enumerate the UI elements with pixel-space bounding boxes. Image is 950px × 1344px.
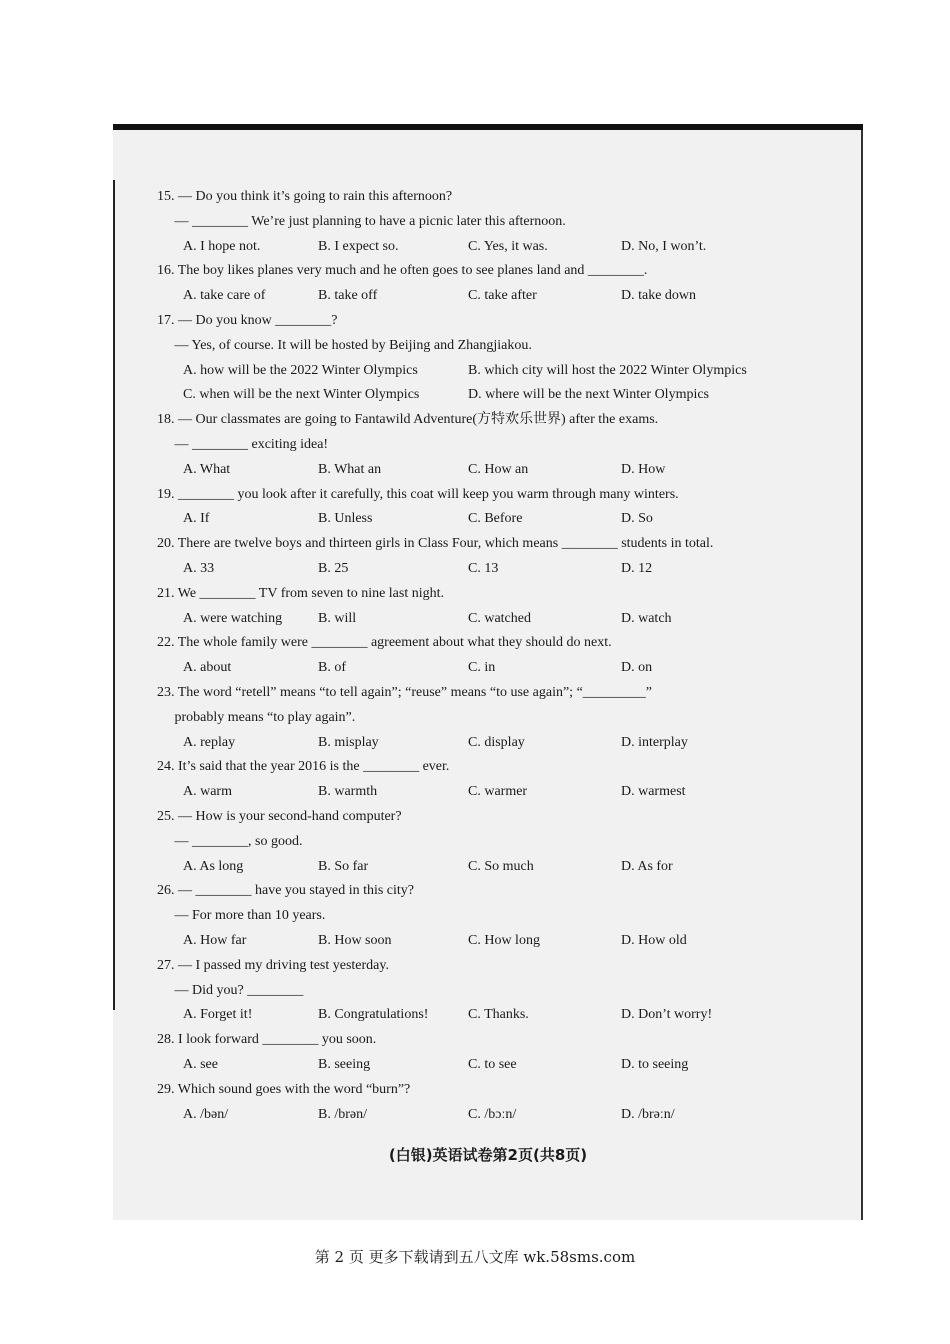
answer-option: A. What [183,461,231,477]
answer-option: B. 25 [318,561,349,576]
answer-option: A. I hope not. [183,238,261,254]
answer-option: C. in [468,660,496,676]
answer-option: B. which city will host the 2022 Winter Olympics [468,362,747,378]
question-stem-line: 26. — ________ have you stayed in this city? [157,883,415,899]
question-stem-line: 19. ________ you look after it carefully, this coat will keep you warm through many winters. [157,486,679,502]
answer-option: C. So much [468,858,534,874]
answer-option: B. warmth [318,784,378,800]
answer-option: D. No, I won’t. [621,238,707,254]
answer-option: A. how will be the 2022 Winter Olympics [183,362,418,378]
question-stem-line: 17. — Do you know ________? [157,313,338,328]
download-footer: 第 2 页 更多下载请到五八文库 wk.58sms.com [314,1248,636,1266]
answer-option: A. 33 [183,561,215,576]
answer-option: D. warmest [621,784,686,800]
answer-option: D. interplay [621,734,688,750]
answer-option: B. /brən/ [318,1106,367,1122]
answer-option: C. Thanks. [468,1007,529,1023]
answer-option: C. display [468,734,525,750]
question-stem-line: — Did you? ________ [157,982,304,998]
answer-option: A. /bən/ [183,1106,229,1122]
question-stem-line: 15. — Do you think it’s going to rain this afternoon? [157,189,453,204]
answer-option: D. on [621,660,653,676]
question-stem-line: — ________, so good. [157,833,303,849]
answer-option: C. How long [468,933,540,948]
answer-option: C. when will be the next Winter Olympics [183,387,420,403]
answer-option: D. /brəːn/ [621,1106,675,1122]
question-stem-line: 28. I look forward ________ you soon. [157,1032,377,1048]
exam-page-footer: (白银)英语试卷第2页(共8页) [388,1146,588,1164]
answer-option: A. about [183,660,232,676]
question-stem-line: — ________ We’re just planning to have a picnic later this afternoon. [157,213,566,229]
answer-option: C. to see [468,1057,517,1072]
scanned-exam-page [113,124,863,1220]
answer-option: C. warmer [468,784,528,800]
answer-option: A. see [183,1057,218,1072]
answer-option: A. replay [183,734,236,750]
answer-option: A. were watching [183,610,283,626]
answer-option: C. watched [468,610,531,626]
answer-option: D. How old [621,933,687,948]
answer-option: B. will [318,610,357,626]
question-stem-line: 18. — Our classmates are going to Fantawild Adventure(方特欢乐世界) after the exams. [157,412,659,428]
answer-option: B. of [318,660,346,676]
answer-option: B. misplay [318,734,379,750]
question-stem-line: 16. The boy likes planes very much and he often goes to see planes land and ________. [157,263,648,279]
answer-option: B. How soon [318,933,392,948]
answer-option: D. So [621,511,653,527]
question-stem-line: 25. — How is your second-hand computer? [157,809,402,824]
answer-option: A. How far [183,933,247,948]
question-stem-line: — Yes, of course. It will be hosted by Beijing and Zhangjiakou. [157,337,532,353]
answer-option: B. take off [318,288,378,304]
answer-option: C. Before [468,511,523,527]
answer-option: C. /bɔːn/ [468,1106,517,1122]
question-stem-line: 20. There are twelve boys and thirteen girls in Class Four, which means ________ students in total. [157,536,714,552]
question-list [113,130,863,1220]
answer-option: A. If [183,511,210,527]
answer-option: C. How an [468,461,529,477]
answer-option: C. Yes, it was. [468,238,548,254]
answer-option: C. take after [468,288,537,304]
answer-option: D. take down [621,288,697,304]
answer-option: A. Forget it! [183,1007,253,1023]
answer-option: D. 12 [621,561,653,576]
answer-option: B. Congratulations! [318,1007,429,1023]
answer-option: B. Unless [318,511,373,527]
question-stem-line: — ________ exciting idea! [157,437,329,452]
answer-option: B. I expect so. [318,238,399,254]
answer-option: B. seeing [318,1057,371,1072]
answer-option: D. How [621,461,666,477]
question-stem-line: 21. We ________ TV from seven to nine last night. [157,585,445,601]
question-stem-line: 22. The whole family were ________ agreement about what they should do next. [157,635,612,651]
question-stem-line: 27. — I passed my driving test yesterday. [157,957,389,973]
answer-option: D. watch [621,610,672,626]
answer-option: B. What an [318,461,382,477]
answer-option: B. So far [318,858,369,874]
question-stem-line: 23. The word “retell” means “to tell again”; “reuse” means “to use again”; “_________” [157,685,652,700]
answer-option: D. As for [621,858,673,874]
answer-option: C. 13 [468,561,499,576]
answer-option: A. take care of [183,288,266,304]
answer-option: D. to seeing [621,1057,689,1072]
answer-option: A. As long [183,858,244,874]
answer-option: D. where will be the next Winter Olympics [468,387,710,403]
question-stem-line: 29. Which sound goes with the word “burn”? [157,1081,411,1097]
question-stem-line: probably means “to play again”. [157,709,356,725]
question-stem-line: — For more than 10 years. [157,908,326,924]
answer-option: A. warm [183,784,232,800]
question-stem-line: 24. It’s said that the year 2016 is the ________ ever. [157,759,450,775]
answer-option: D. Don’t worry! [621,1007,713,1023]
